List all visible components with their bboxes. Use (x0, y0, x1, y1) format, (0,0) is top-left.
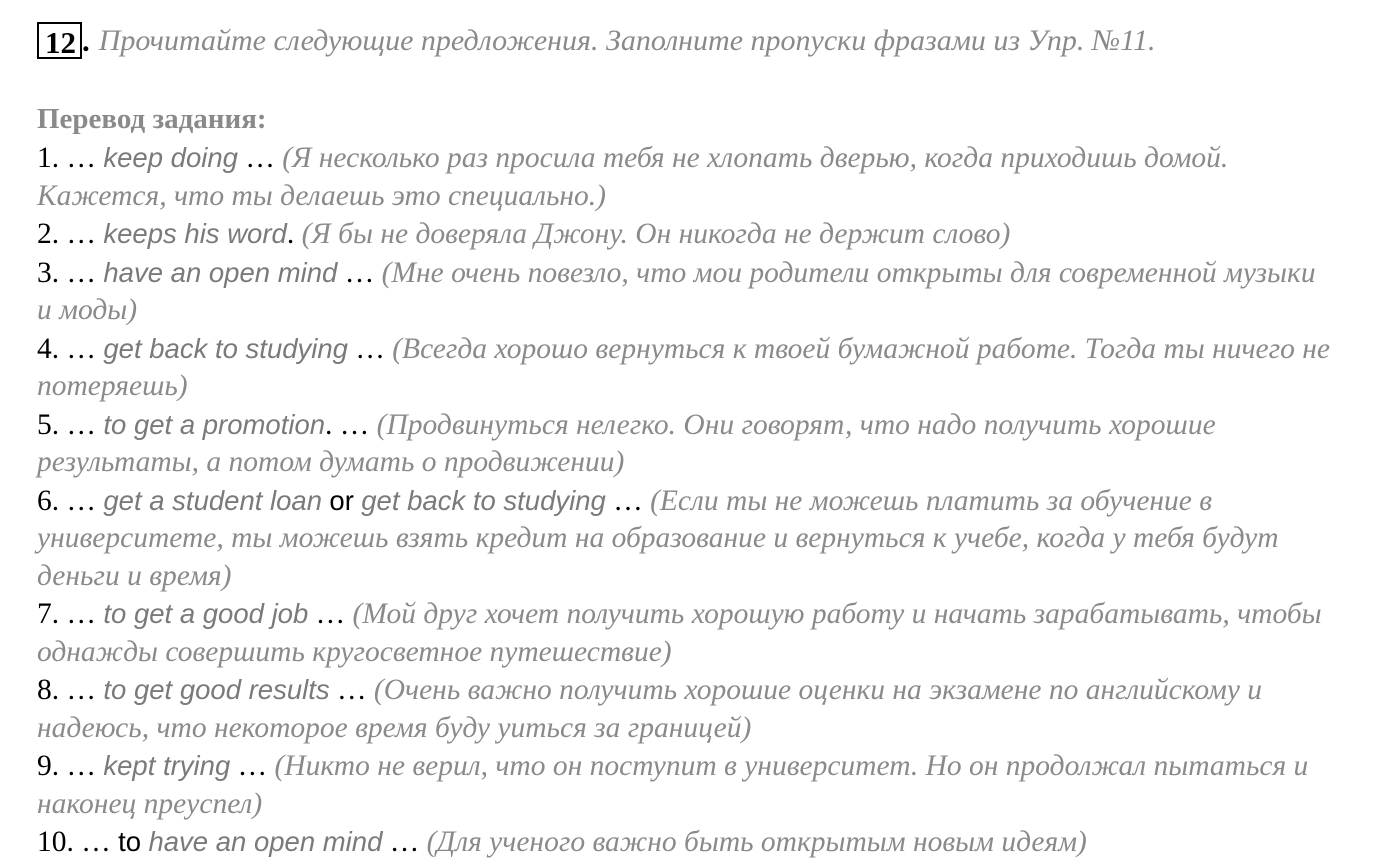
ellipsis: … (237, 142, 283, 174)
ellipsis: … (59, 598, 104, 630)
translation-text: (Если ты не можешь платить за обучение в университете, ты можешь взять кредит на образование и вернуться к учебе, когда у тебя будут деньги и время) (37, 484, 1279, 592)
answer-phrase: kept trying (103, 750, 231, 781)
translation-text: (Я бы не доверяла Джону. Он никогда не держит слово) (301, 218, 1011, 250)
exercise-instruction: Прочитайте следующие предложения. Заполните пропуски фразами из Упр. №11. (98, 23, 1156, 57)
ellipsis: … (329, 674, 374, 706)
translation-text: (Мой друг хочет получить хорошую работу и начать зарабатывать, чтобы однажды совершить кругосветное путешествие) (37, 598, 1322, 668)
list-item (37, 671, 1337, 747)
list-item (37, 482, 1337, 596)
translation-text: (Для ученого важно быть открытым новым идеям) (426, 826, 1087, 858)
answer-phrase-alt: get back to studying (361, 484, 606, 516)
ellipsis: … (605, 484, 651, 517)
list-item (37, 595, 1337, 671)
answer-phrase: have an open mind (103, 256, 338, 288)
ellipsis: … (59, 332, 104, 365)
list-item (37, 254, 1337, 330)
list-item (37, 747, 1337, 823)
ellipsis: … (59, 750, 104, 782)
answer-phrase: get back to studying (103, 332, 348, 364)
ellipsis: … (59, 484, 104, 517)
item-number: 1. (37, 142, 60, 174)
item-number: 5. (37, 408, 60, 441)
answer-prefix: to (118, 826, 142, 857)
item-number: 2. (37, 218, 60, 250)
item-number: 7. (37, 598, 60, 630)
list-item (37, 215, 1337, 254)
translation-text: (Никто не верил, что он поступит в университет. Но он продолжал пытаться и наконец преуспел) (37, 750, 1309, 820)
translation-text: (Продвинуться нелегко. Они говорят, что надо получить хорошие результаты, а потом думать о продвижении) (37, 408, 1216, 478)
ellipsis: … (59, 674, 104, 706)
answer-phrase: keeps his word (103, 218, 287, 249)
translation-text: (Очень важно получить хорошие оценки на экзамене по английскому и надеюсь, что некоторое время буду уиться за границей) (37, 674, 1263, 744)
ellipsis: . (286, 218, 302, 250)
translation-text: (Я несколько раз просила тебя не хлопать дверью, когда приходишь домой. Кажется, что ты делаешь это специально.) (37, 142, 1229, 212)
answer-phrase: have an open mind (148, 826, 383, 857)
answer-phrase: to get good results (103, 674, 330, 705)
answer-phrase: get a student loan (103, 484, 323, 516)
answer-phrase: to get a good job (103, 598, 309, 629)
exercise-header (37, 22, 1155, 59)
answer-phrase: to get a promotion (103, 408, 326, 440)
ellipsis: . … (325, 408, 377, 441)
ellipsis: … (73, 826, 119, 858)
item-number: 10. (37, 826, 74, 858)
ellipsis: … (59, 218, 104, 250)
translation-text: (Всегда хорошо вернуться к твоей бумажной работе. Тогда ты ничего не потеряешь) (37, 332, 1330, 402)
item-number: 9. (37, 750, 60, 782)
list-item (37, 823, 1337, 862)
ellipsis: … (59, 142, 104, 174)
answers-list (37, 139, 1337, 862)
item-number: 3. (37, 256, 60, 289)
list-item (37, 330, 1337, 406)
ellipsis: … (337, 256, 382, 289)
ellipsis: … (382, 826, 427, 858)
list-item (37, 406, 1337, 482)
ellipsis: … (347, 332, 393, 365)
item-number: 6. (37, 484, 60, 517)
translation-text: (Мне очень повезло, что мои родители открыты для современной музыки и моды) (37, 256, 1316, 326)
exercise-number-box (37, 22, 82, 59)
ellipsis: … (308, 598, 353, 630)
ellipsis: … (59, 408, 104, 441)
exercise-number-dot: . (82, 22, 90, 58)
ellipsis: … (230, 750, 275, 782)
section-title: Перевод задания: (37, 103, 267, 135)
connector-word: or (329, 484, 354, 516)
ellipsis: … (59, 256, 104, 289)
exercise-number: 12 (45, 25, 76, 60)
answer-phrase: keep doing (103, 142, 238, 173)
item-number: 4. (37, 332, 60, 365)
item-number: 8. (37, 674, 60, 706)
list-item (37, 139, 1337, 215)
